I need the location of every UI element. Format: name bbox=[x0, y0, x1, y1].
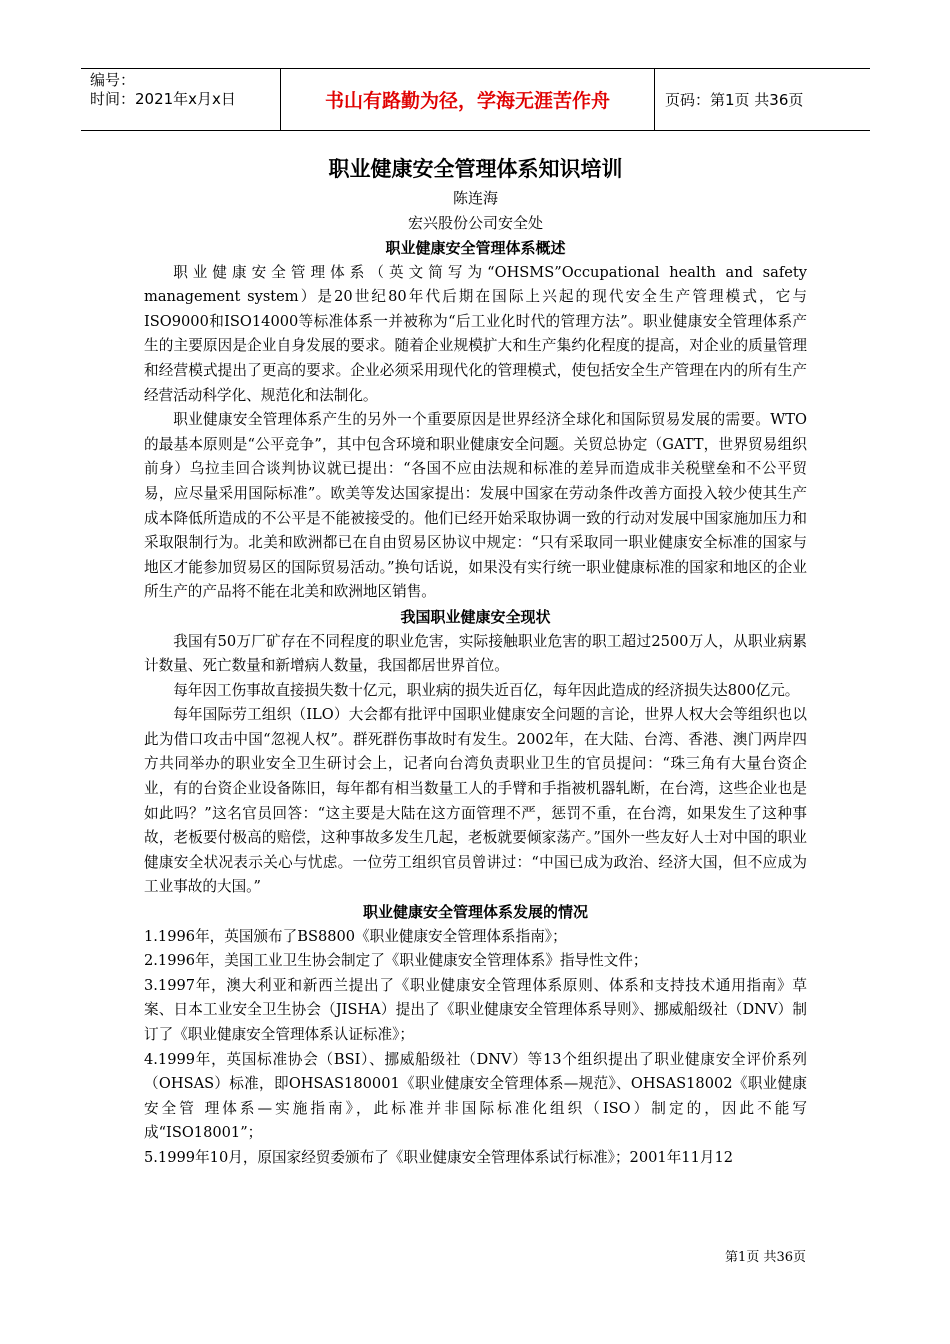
author: 陈连海 bbox=[452, 189, 498, 207]
list-item: 5.1999年10月，原国家经贸委颁布了《职业健康安全管理体系试行标准》；2001年11月12 bbox=[144, 1148, 734, 1166]
page-footer: 第1页 共36页 bbox=[725, 1250, 806, 1265]
document-title: 职业健康安全管理体系知识培训 bbox=[328, 157, 623, 181]
header-meta bbox=[81, 69, 281, 130]
page-header bbox=[81, 68, 870, 131]
list-item: 1.1996年，英国颁布了BS8800《职业健康安全管理体系指南》； bbox=[144, 927, 567, 945]
list-item: 2.1996年，美国工业卫生协会制定了《职业健康安全管理体系》指导性文件； bbox=[144, 952, 648, 970]
list-item: 4.1999年，英国标准协会（BSI）、挪威船级社（DNV）等13个组织提出了职业健康安全评价系列（OHSAS）标准，即OHSAS180001《职业健康安全管理体系—规范》、OHSAS18002《职业健康安全管 理体系—实施指南》，此标准并非国际标准化组织（ISO）制定的，因此不能写成“ISO18001”； bbox=[144, 1050, 807, 1142]
list-item: 3.1997年，澳大利亚和新西兰提出了《职业健康安全管理体系原则、体系和支持技术通用指南》草案、日本工业安全卫生协会（JISHA）提出了《职业健康安全管理体系导则》、挪威船级社（DNV）制订了《职业健康安全管理体系认证标准》； bbox=[144, 976, 807, 1043]
section-heading-overview: 职业健康安全管理体系概述 bbox=[385, 239, 566, 257]
section-heading-status: 我国职业健康安全现状 bbox=[400, 607, 551, 626]
document-body bbox=[144, 152, 807, 1171]
paragraph: 每年国际劳工组织（ILO）大会都有批评中国职业健康安全问题的言论，世界人权大会等组织也以此为借口攻击中国“忽视人权”。群死群伤事故时有发生。2002年，在大陆、台湾、香港、澳门两岸四方共同举办的职业安全卫生研讨会上，记者向台湾负责职业卫生的官员提问：“珠三角有大量台资企业，有的台资企业设备陈旧，每年都有相当数量工人的手臂和手指被机器轧断，在台湾，这些企业也是如此吗？”这名官员回答：“这主要是大陆在这方面管理不严，惩罚不重，在台湾，如果发生了这种事故，老板要付极高的赔偿，这种事故多发生几起，老板就要倾家荡产。”国外一些友好人士对中国的职业健康安全状况表示关心与忧虑。一位劳工组织官员曾讲过：“中国已成为政治、经济大国，但不应成为工业事故的大国。” bbox=[144, 706, 807, 896]
section-heading-development: 职业健康安全管理体系发展的情况 bbox=[362, 903, 588, 922]
paragraph: 职业健康安全管理体系（英文简写为“OHSMS”Occupational health and safety management system）是20世纪80年代后期在国际上兴起的现代安全生产管理模式，它与ISO9000和ISO14000等标准体系一并被称为“后工业化时代的管理方法”。职业健康安全管理体系产生的主要原因是企业自身发展的要求。随着企业规模扩大和生产集约化程度的提高，对企业的质量管理和经营模式提出了更高的要求。企业必须采用现代化的管理模式，使包括安全生产管理在内的所有生产经营活动科学化、规范化和法制化。 bbox=[144, 263, 807, 404]
time-label: 时间：2021年x月x日 bbox=[90, 90, 236, 108]
organization: 宏兴股份公司安全处 bbox=[407, 214, 543, 232]
header-motto: 书山有路勤为径，学海无涯苦作舟 bbox=[281, 69, 655, 130]
paragraph: 职业健康安全管理体系产生的另外一个重要原因是世界经济全球化和国际贸易发展的需要。WTO的最基本原则是“公平竞争”，其中包含环境和职业健康安全问题。关贸总协定（GATT，世界贸易组织前身）乌拉圭回合谈判协议就已提出：“各国不应由法规和标准的差异而造成非关税壁垒和不公平贸易，应尽量采用国际标准”。欧美等发达国家提出：发展中国家在劳动条件改善方面投入较少使其生产成本降低所造成的不公平是不能被接受的。他们已经开始采取协调一致的行动对发展中国家施加压力和采取限制行为。北美和欧洲都已在自由贸易区协议中规定：“只有采取同一职业健康安全标准的国家与地区才能参加贸易区的国际贸易活动。”换句话说，如果没有实行统一职业健康标准的国家和地区的企业所生产的产品将不能在北美和欧洲地区销售。 bbox=[144, 411, 807, 601]
header-page-label: 页码：第1页 共36页 bbox=[665, 91, 804, 109]
paragraph: 每年因工伤事故直接损失数十亿元，职业病的损失近百亿，每年因此造成的经济损失达800亿元。 bbox=[173, 681, 800, 699]
paragraph: 我国有50万厂矿存在不同程度的职业危害，实际接触职业危害的职工超过2500万人，从职业病累计数量、死亡数量和新增病人数量，我国都居世界首位。 bbox=[144, 632, 807, 675]
number-label: 编号： bbox=[90, 71, 136, 89]
